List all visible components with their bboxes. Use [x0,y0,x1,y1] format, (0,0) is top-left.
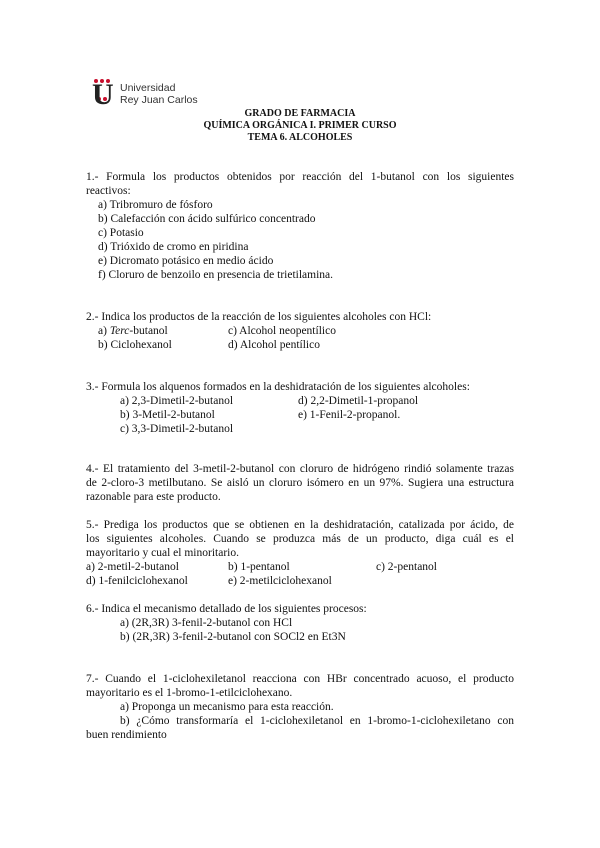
q2-item-c: c) Alcohol neopentílico [228,325,336,337]
q5-item-c: c) 2-pentanol [376,561,437,573]
q3-stem: 3.- Formula los alquenos formados en la deshidratación de los siguientes alcoholes: [86,381,470,393]
q5-item-e: e) 2-metilciclohexanol [228,575,332,587]
logo-line1: Universidad [120,82,176,94]
q6-item-b: b) (2R,3R) 3-fenil-2-butanol con SOCl2 en Et3N [120,631,346,643]
q2-item-b: b) Ciclohexanol [98,339,172,351]
q2-stem: 2.- Indica los productos de la reacción de los siguientes alcoholes con HCl: [86,311,432,323]
logo-text [120,82,198,106]
q5-item-a: a) 2-metil-2-butanol [86,561,179,573]
q1-item-b: b) Calefacción con ácido sulfúrico concentrado [98,213,316,225]
q3-item-a: a) 2,3-Dimetil-2-butanol [120,395,234,407]
q5-item-d: d) 1-fenilciclohexanol [86,575,188,587]
q2-item-d: d) Alcohol pentílico [228,339,320,351]
q1-line1: 1.- Formula los productos obtenidos por reacción del 1-butanol con los siguientes [86,171,514,183]
header-line2: QUÍMICA ORGÁNICA I. PRIMER CURSO [203,120,397,131]
q3-item-e: e) 1-Fenil-2-propanol. [298,409,401,421]
header-line1: GRADO DE FARMACIA [244,108,356,119]
q1-item-f: f) Cloruro de benzoilo en presencia de trietilamina. [98,269,334,281]
q6-stem: 6.- Indica el mecanismo detallado de los siguientes procesos: [86,603,367,615]
q3-item-c: c) 3,3-Dimetil-2-butanol [120,423,234,435]
q3-item-d: d) 2,2-Dimetil-1-propanol [298,395,419,407]
q7-line2: mayoritario es el 1-bromo-1-etilciclohexano. [86,687,293,699]
q2-a-label: a) [98,325,107,337]
q5-line3: mayoritario y cual el minoritario. [86,547,239,559]
logo-u-mark: U [92,78,114,111]
q1-item-c: c) Potasio [98,227,144,239]
header-line3: TEMA 6. ALCOHOLES [247,132,353,143]
q4-line1: 4.- El tratamiento del 3-metil-2-butanol con cloruro de hidrógeno rindió solamente trazas [86,463,514,475]
q3-item-b: b) 3-Metil-2-butanol [120,409,215,421]
q2-a-rest: -butanol [129,325,168,337]
q7-item-b-line2: buen rendimiento [86,729,167,741]
q7-item-a: a) Proponga un mecanismo para esta reacción. [120,701,334,713]
q4-line2: de 2-cloro-3 metilbutano. Se aisló un cloruro isómero en un 97%. Sugiera una estructura [86,477,514,489]
q7-item-b-line1: b) ¿Cómo transformaría el 1-ciclohexiletanol en 1-bromo-1-ciclohexiletano con [120,715,514,727]
q2-item-a [98,324,168,338]
q1-item-e: e) Dicromato potásico en medio ácido [98,255,274,267]
q1-item-d: d) Trióxido de cromo en piridina [98,241,249,253]
q5-line1: 5.- Prediga los productos que se obtienen en la deshidratación, catalizada por ácido, de [86,519,514,531]
q1-line2: reactivos: [86,185,131,197]
q4-line3: razonable para este producto. [86,491,221,503]
q1-item-a: a) Tribromuro de fósforo [98,199,213,211]
logo-line2: Rey Juan Carlos [120,94,198,106]
q7-line1: 7.- Cuando el 1-ciclohexiletanol reacciona con HBr concentrado acuoso, el producto [86,673,514,685]
university-logo [92,68,212,110]
q2-a-italic: Terc [109,325,130,337]
q6-item-a: a) (2R,3R) 3-fenil-2-butanol con HCl [120,617,293,629]
q5-item-b: b) 1-pentanol [228,561,290,573]
q5-line2: los siguientes alcoholes. Cuando se produzca más de un producto, diga cuál es el [86,533,514,545]
